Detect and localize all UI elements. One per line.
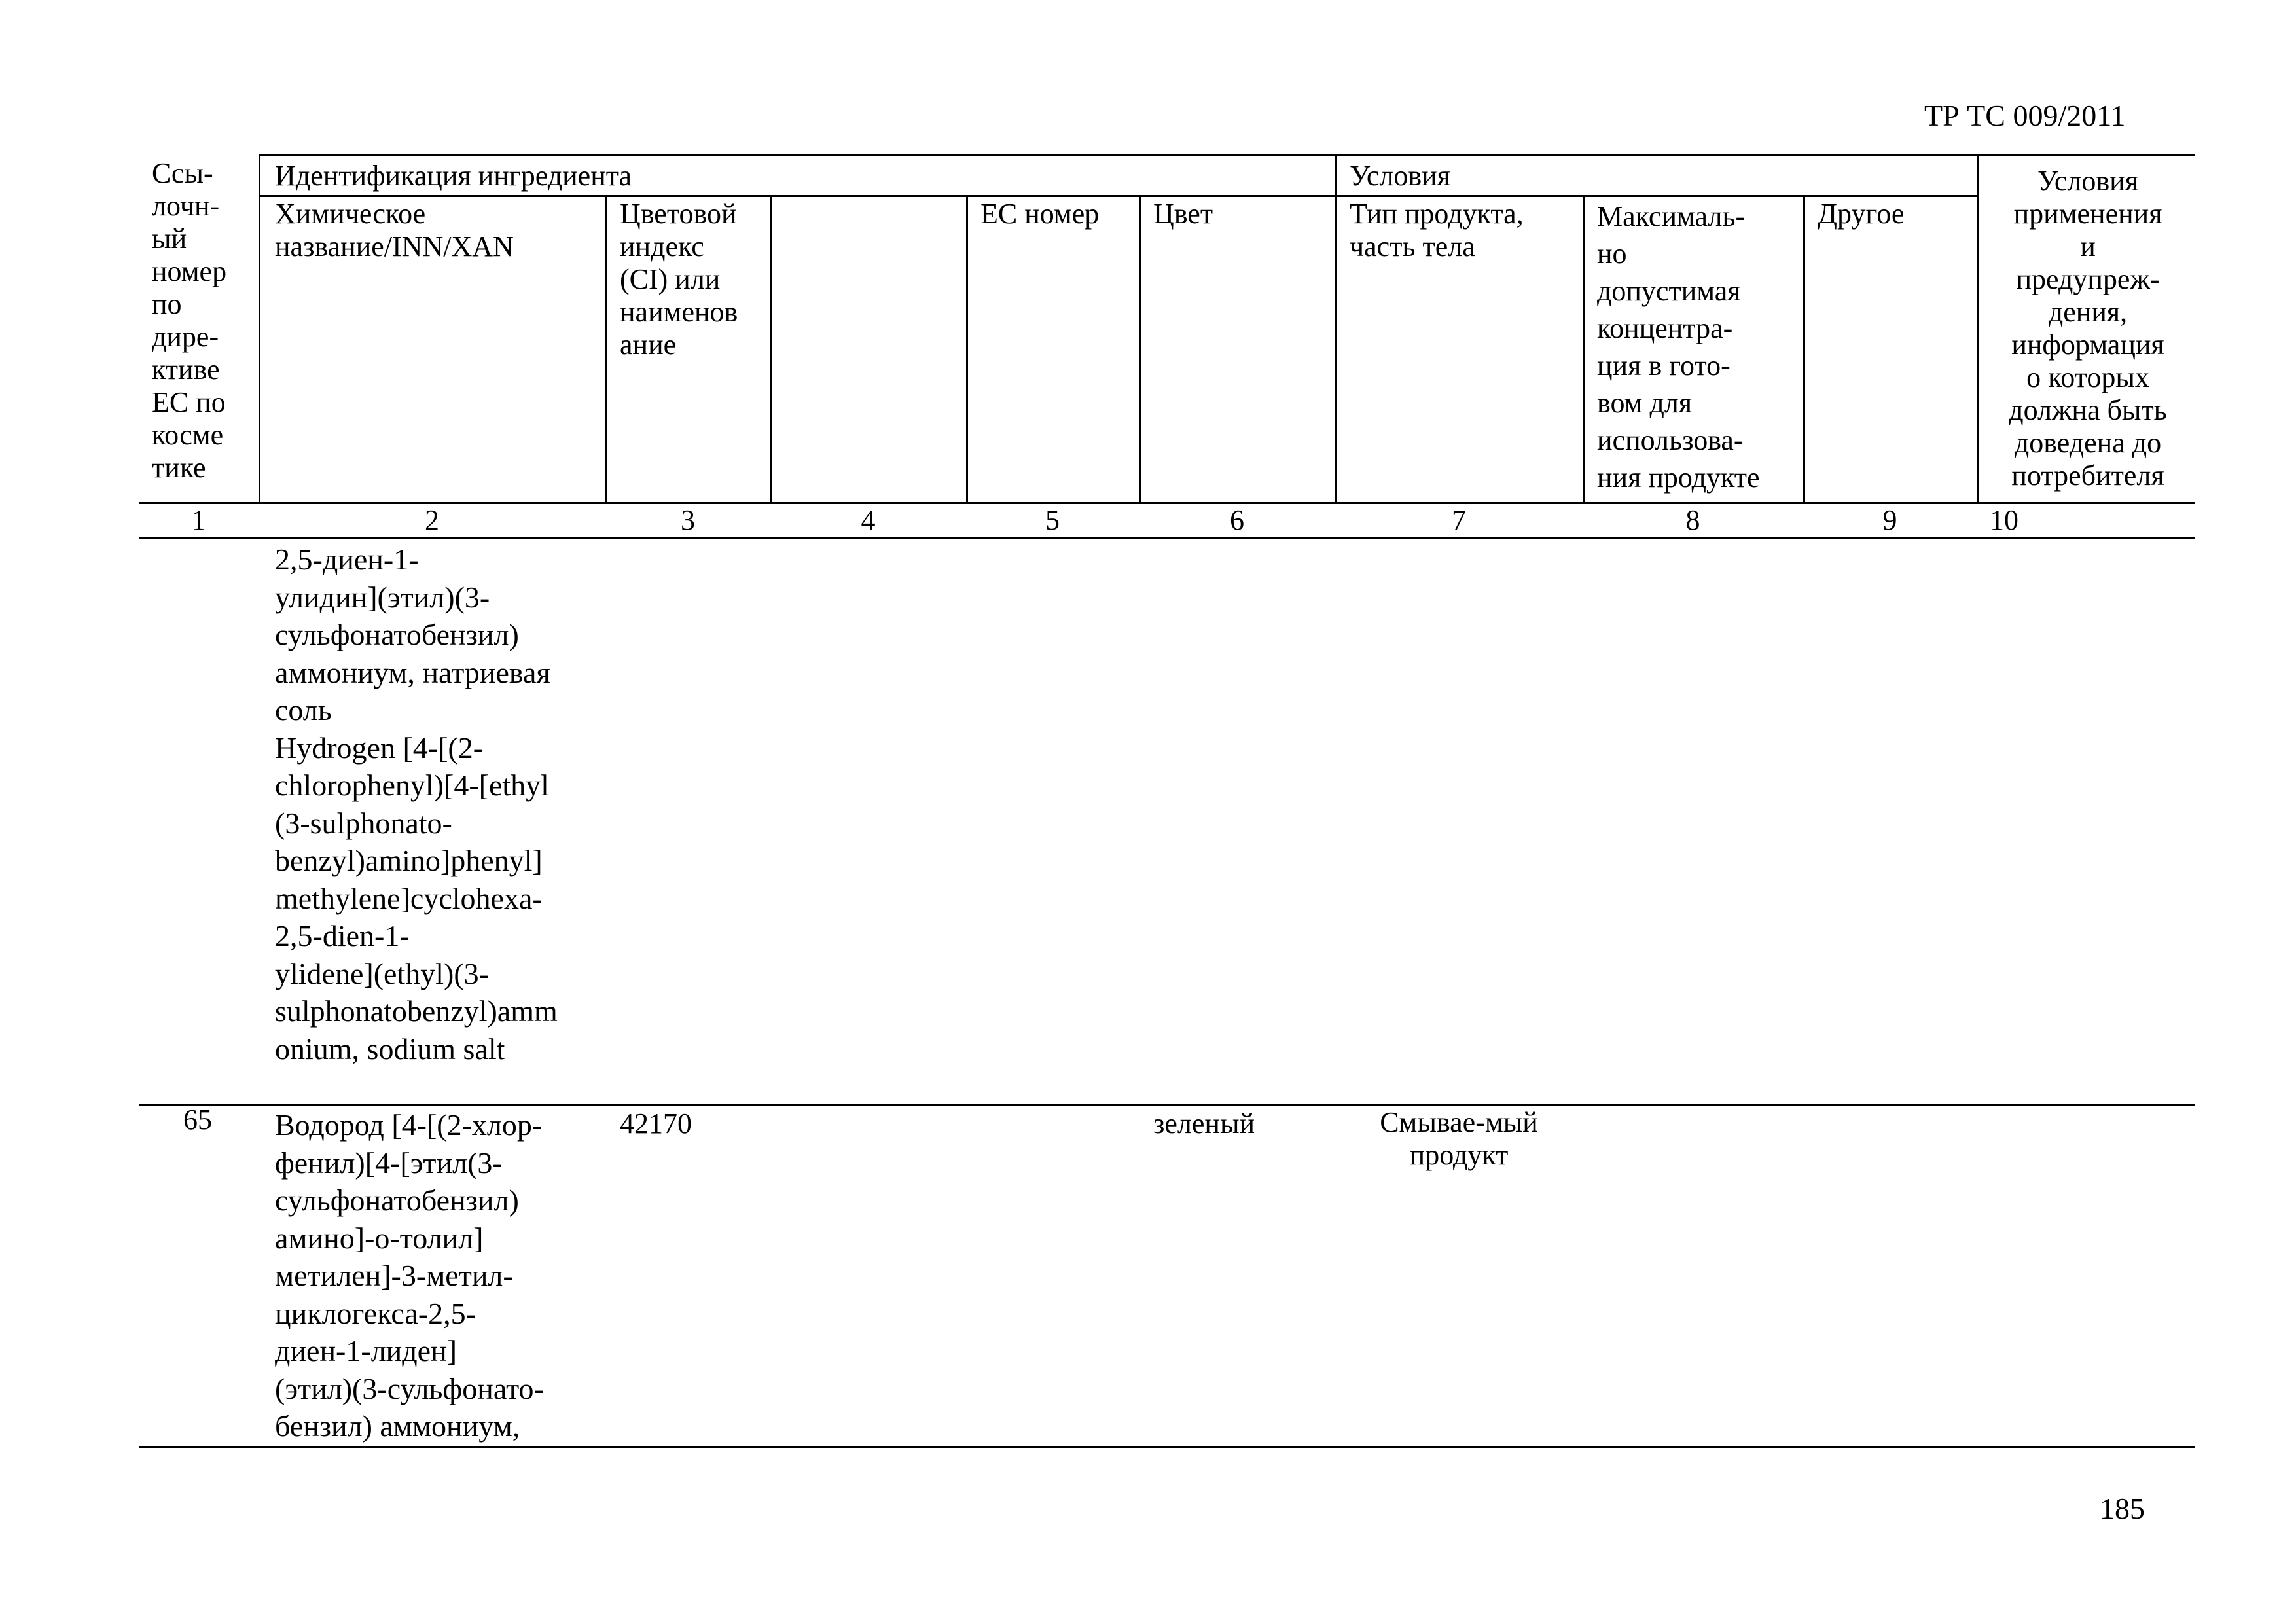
column-number-7: 7 [1452,504,1466,536]
column-number-1: 1 [191,504,206,536]
page-number: 185 [2100,1492,2145,1525]
row-product-type: Смывае-мый продукт [1380,1106,1538,1171]
subheader-line-conditions [1335,195,1977,197]
table-top-border [259,154,2195,156]
col-divider-3 [770,195,772,504]
header-max-concentration: Максималь- но допустимая концентра- ция в гото- вом для использова- ния продукте [1597,200,1760,494]
column-number-9: 9 [1882,504,1897,536]
col-divider-2 [605,195,607,504]
column-number-6: 6 [1230,504,1244,536]
header-color-index: Цветовой индекс (CI) или наименов ание [620,198,738,361]
column-number-3: 3 [681,504,695,536]
row-separator [139,1104,2195,1106]
row-chemical-name: 2,5-диен-1- улидин](этил)(3- сульфонатобензил) аммониум, натриевая соль Hydrogen [4-[(2- chlorophenyl)[4-[ethyl (3-sulphonato- benzyl)amino]phenyl] methylene]cyclohexa- 2,5-dien-1- ylidene](ethyl)(3- sulphonatobenzyl)amm onium, sodium salt [275,543,558,1066]
column-number-8: 8 [1685,504,1700,536]
column-number-4: 4 [861,504,876,536]
col-divider-4 [966,195,968,504]
col-divider-5 [1139,195,1141,504]
col-divider-9 [1977,154,1979,504]
header-conditions-group: Условия [1350,160,1450,192]
column-number-bottom-border [139,537,2195,539]
row-ref-number: 65 [183,1104,212,1136]
header-ref-number: Ссы- лочн- ый номер по дире- ктиве ЕС по косме тике [152,157,227,484]
header-usage-conditions: Условия применения и предупреж- дения, информация о которых должна быть доведена до потребителя [2009,165,2167,492]
subheader-line-identification [259,195,1335,197]
column-number-10: 10 [1990,504,2018,536]
row-color: зеленый [1153,1108,1255,1140]
header-chemical-name: Химическое название/INN/XAN [275,198,514,262]
column-number-2: 2 [425,504,439,536]
col-divider-7 [1583,195,1585,504]
header-color: Цвет [1153,198,1213,230]
row-chemical-name: Водород [4-[(2-хлор- фенил)[4-[этил(3- сульфонатобензил) амино]-о-толил] метилен]-3-метил- циклогекса-2,5- диен-1-лиден] (этил)(3-сульфонато- бензил) аммониум, [275,1108,544,1443]
header-ec-number: ЕС номер [980,198,1100,230]
col-divider-8 [1803,195,1805,504]
document-reference: ТР ТС 009/2011 [1924,99,2126,132]
table-bottom-border [139,1446,2195,1448]
row-color-index: 42170 [620,1108,692,1140]
header-other: Другое [1818,198,1905,230]
header-identification-group: Идентификация ингредиента [275,160,632,192]
col-divider-1 [259,154,260,504]
header-product-type: Тип продукта, часть тела [1350,198,1524,262]
col-divider-6 [1335,154,1337,504]
column-number-5: 5 [1045,504,1060,536]
